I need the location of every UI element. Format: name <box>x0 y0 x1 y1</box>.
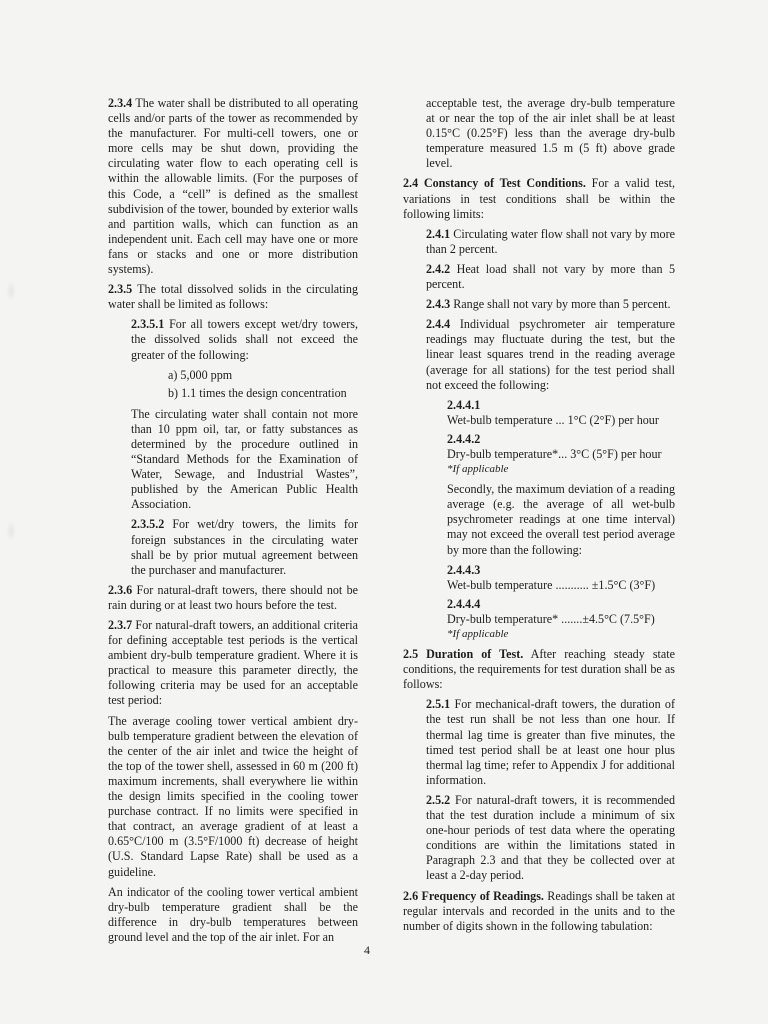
section-2-3-5-1-continued: The circulating water shall contain not more than 10 ppm oil, tar, or fatty substances as determined by the procedure outlined in “Standard Methods for the Examination of Water, Sewage, and Industrial Wastes”, published by the American Public Health Association. <box>131 406 358 512</box>
section-2-4-4-1-number: 2.4.4.1 <box>447 397 481 412</box>
section-2-4-3: 2.4.3 Range shall not vary by more than 5 percent. <box>426 297 671 312</box>
section-2-3-5: 2.3.5 The total dissolved solids in the circulating water shall be limited as follows: <box>108 282 358 312</box>
paragraph-indicator: An indicator of the cooling tower vertical ambient dry-bulb temperature gradient shall be the difference in dry-bulb temperatures between ground level and the top of the air inlet. For an <box>108 884 358 944</box>
section-2-4-4-2-line: Dry-bulb temperature*... 3°C (5°F) per hour <box>447 446 662 461</box>
section-2-4-4-2-note: *If applicable <box>447 463 509 476</box>
section-2-3-4: 2.3.4 The water shall be distributed to all operating cells and/or parts of the tower as recommended by the manufacturer. For multi-cell towers, one or more cells may be shut down, providing the circulating water flow to each operating cell is within the allowable limits. (For the purposes of this Code, a “cell” is defined as the smallest subdivision of the tower, bounded by exterior walls and partition walls, which can function as an independent unit. Each cell may have one or more fans or stacks and one or more distribution systems). <box>108 96 358 277</box>
list-item-a: a) 5,000 ppm <box>168 367 233 382</box>
section-2-4-2: 2.4.2 Heat load shall not vary by more than 5 percent. <box>426 261 675 292</box>
section-2-5-1: 2.5.1 For mechanical-draft towers, the duration of the test run shall be not less than one hour. If thermal lag time is greater than five minutes, the timed test period shall be at least one hour plus thermal lag time; refer to Appendix J for additional information. <box>426 697 675 787</box>
right-column <box>403 96 675 939</box>
section-2-3-5-2: 2.3.5.2 For wet/dry towers, the limits for foreign substances in the circulating water shall be by prior mutual agreement between the purchaser and manufacturer. <box>131 517 358 577</box>
section-2-3-6: 2.3.6 For natural-draft towers, there should not be rain during or at least two hours before the test. <box>108 582 358 612</box>
section-2-4-4-2-number: 2.4.4.2 <box>447 431 481 446</box>
section-2-5-2: 2.5.2 For natural-draft towers, it is recommended that the test duration include a minimum of six one-hour periods of test data where the operating conditions are within the limitations stated in Paragraph 2.3 and that they be collected over at least a 2-day period. <box>426 792 675 883</box>
left-column <box>108 96 358 950</box>
section-2-3-5-1: 2.3.5.1 For all towers except wet/dry towers, the dissolved solids shall not exceed the greater of the following: <box>131 317 358 362</box>
paragraph-average-gradient: The average cooling tower vertical ambient dry-bulb temperature gradient between the elevation of the center of the air inlet and twice the height of the top of the tower shell, assessed in 60 m (200 ft) maximum increments, shall everywhere lie within the design limits specified in the cooling tower purchase contract. If no limits were specified in that contract, an average gradient of at least a 0.65°C/100 m (3.5°F/1000 ft) decrease of height (U.S. Standard Lapse Rate) shall be used as a guideline. <box>108 713 358 879</box>
list-item-b: b) 1.1 times the design concentration <box>168 385 347 400</box>
section-2-4-4-4-note: *If applicable <box>447 628 509 640</box>
section-2-4-1: 2.4.1 Circulating water flow shall not vary by more than 2 percent. <box>426 226 675 256</box>
paragraph-secondly: Secondly, the maximum deviation of a reading average (e.g. the average of all wet-bulb psychrometer readings at one time interval) may not exceed the overall test period average by more than the following: <box>447 482 675 557</box>
section-2-4-4-4-line: Dry-bulb temperature* .......±4.5°C (7.5°F) <box>447 611 655 626</box>
paragraph-continued: acceptable test, the average dry-bulb temperature at or near the top of the air inlet shall be at least 0.15°C (0.25°F) less than the average dry-bulb temperature measured 1.5 m (5 ft) above grade level. <box>426 96 675 171</box>
section-2-4-4-1-line: Wet-bulb temperature ... 1°C (2°F) per hour <box>447 412 659 427</box>
section-2-4-4-3-number: 2.4.4.3 <box>447 562 481 577</box>
section-2-4: 2.4 Constancy of Test Conditions. For a valid test, variations in test conditions shall be within the following limits: <box>403 176 675 221</box>
punch-hole-shadow <box>6 280 16 302</box>
section-2-4-4-4-number: 2.4.4.4 <box>447 596 481 611</box>
section-2-6: 2.6 Frequency of Readings. Readings shall be taken at regular intervals and recorded in the units and to the number of digits shown in the following tabulation: <box>403 888 675 933</box>
page-number: 4 <box>364 943 370 957</box>
section-2-3-7: 2.3.7 For natural-draft towers, an additional criteria for defining acceptable test periods is the vertical ambient dry-bulb temperature gradient. Where it is practical to measure this parameter directly, the following criteria may be used for an acceptable test period: <box>108 618 358 708</box>
section-2-4-4-3-line: Wet-bulb temperature ........... ±1.5°C (3°F) <box>447 577 656 592</box>
section-2-4-4: 2.4.4 Individual psychrometer air temperature readings may fluctuate during the test, but the linear least squares trend in the reading average (average for all stations) for the test period shall not exceed the following: <box>426 317 675 392</box>
section-2-5: 2.5 Duration of Test. After reaching steady state conditions, the requirements for test duration shall be as follows: <box>403 647 675 692</box>
punch-hole-shadow <box>6 520 16 542</box>
